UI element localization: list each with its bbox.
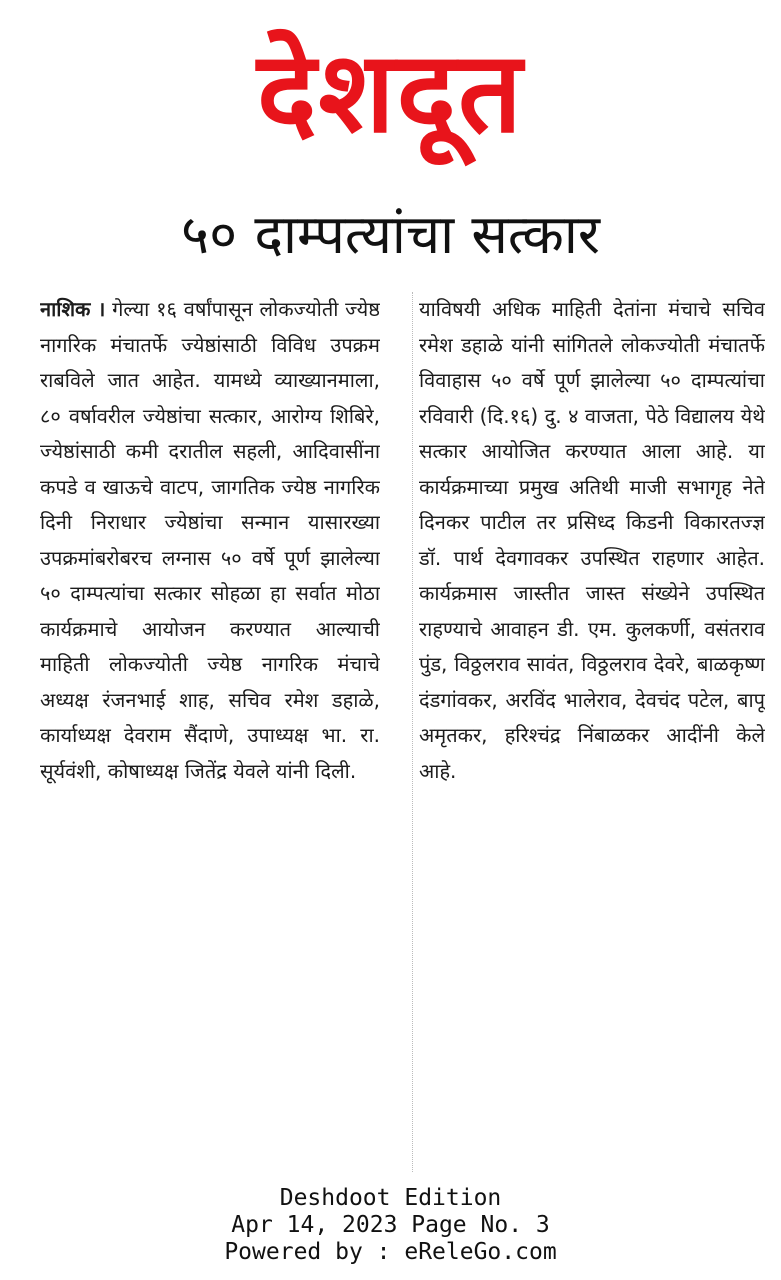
- footer-edition: Deshdoot Edition: [279, 1185, 502, 1211]
- footer-date-page: Apr 14, 2023 Page No. 3: [231, 1212, 550, 1238]
- dateline: नाशिक ।: [40, 297, 106, 321]
- footer-powered-by: Powered by : eReleGo.com: [224, 1239, 557, 1265]
- masthead-logo: [0, 18, 781, 168]
- column-left-text: गेल्या १६ वर्षांपासून लोकज्योती ज्येष्ठ नागरिक मंचातर्फे ज्येष्ठांसाठी विविध उपक्रम राबविले जात आहेत. यामध्ये व्याख्यानमाला, ८० वर्षावरील ज्येष्ठांचा सत्कार, आरोग्य शिबिरे, ज्येष्ठांसाठी कमी दरातील सहली, आदिवासींना कपडे व खाऊचे वाटप, जागतिक ज्येष्ठ नागरिक दिनी निराधार ज्येष्ठांचा सन्मान यासारख्या उपक्रमांबरोबरच लग्नास ५० वर्षे पूर्ण झालेल्या ५० दाम्पत्यांचा सत्कार सोहळा हा सर्वात मोठा कार्यक्रमाचे आयोजन करण्यात आल्याची माहिती लोकज्योती ज्येष्ठ नागरिक मंचाचे अध्यक्ष रंजनभाई शाह, सचिव रमेश डहाळे, कार्याध्यक्ष देवराम सैंदाणे, उपाध्यक्ष भा. रा. सूर्यवंशी, कोषाध्यक्ष जितेंद्र येवले यांनी दिली.: [40, 297, 380, 783]
- masthead-title: देशदूत: [257, 28, 524, 158]
- column-right-paragraph: याविषयी अधिक माहिती देतांना मंचाचे सचिव रमेश डहाळे यांनी सांगितले लोकज्योती मंचातर्फे विवाहास ५० वर्षे पूर्ण झालेल्या ५० दाम्पत्यांचा रविवारी (दि.१६) दु. ४ वाजता, पेठे विद्यालय येथे सत्कार आयोजित करण्यात आला आहे. या कार्यक्रमाच्या प्रमुख अतिथी माजी सभागृह नेते दिनकर पाटील तर प्रसिध्द किडनी विकारतज्ज्ञ डॉ. पार्थ देवगावकर उपस्थित राहणार आहेत. कार्यक्रमास जास्तीत जास्त संख्येने उपस्थित राहण्याचे आवाहन डी. एम. कुलकर्णी, वसंतराव पुंड, विठ्ठलराव सावंत, विठ्ठलराव देवरे, बाळकृष्ण दंडगांवकर, अरविंद भालेराव, देवचंद पटेल, बापू अमृतकर, हरिश्चंद्र निंबाळकर आदींनी केले आहे.: [419, 297, 765, 783]
- page-footer: [0, 1185, 781, 1266]
- column-left-paragraph: [40, 292, 380, 789]
- article-column-left: [40, 292, 380, 1172]
- article-column-right: [412, 292, 765, 1172]
- article-headline: ५० दाम्पत्यांचा सत्कार: [181, 203, 600, 266]
